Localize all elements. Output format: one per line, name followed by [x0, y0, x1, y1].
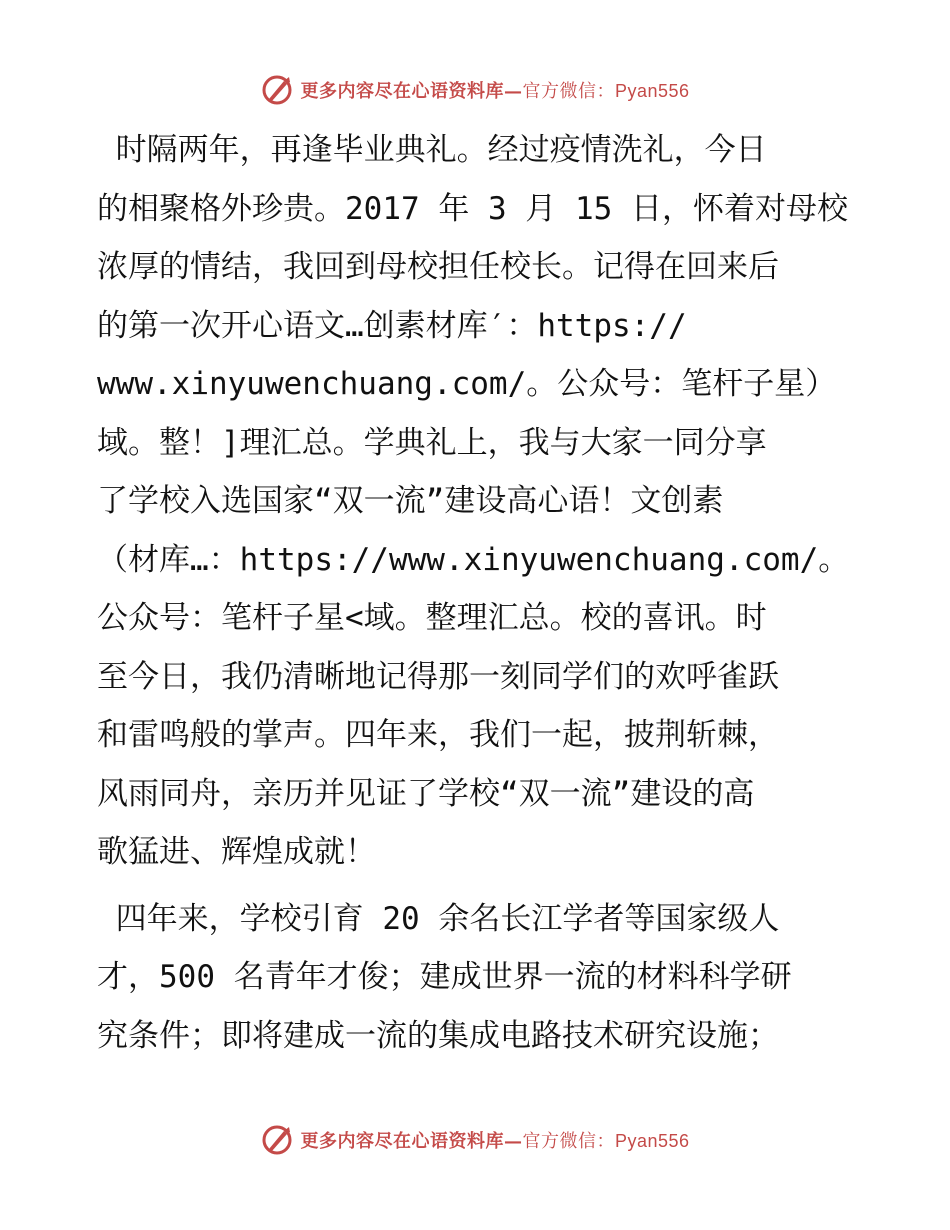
- paragraph-line: 究条件；即将建成一流的集成电路技术研究设施；: [97, 1017, 779, 1054]
- header-banner-dash: —: [503, 81, 523, 102]
- header-banner-text: [300, 77, 689, 103]
- footer-banner-wechat: 官方微信：Pyan556: [522, 1131, 690, 1151]
- paragraph-1: [97, 121, 857, 882]
- paragraph-line: 域。整！]理汇总。学典礼上，我与大家一同分享: [97, 424, 767, 461]
- paragraph-line: 的第一次开心语文…创素材库′：https://: [97, 307, 687, 344]
- quill-logo-icon: [260, 1123, 294, 1157]
- document-body: [97, 121, 857, 1065]
- footer-banner-text: [300, 1127, 689, 1153]
- paragraph-line: www.xinyuwenchuang.com/。公众号：笔杆子星）: [97, 366, 837, 402]
- paragraph-line: 四年来，学校引育 20 余名长江学者等国家级人: [97, 900, 780, 937]
- footer-banner-inner: [260, 1123, 689, 1157]
- paragraph-line: 至今日，我仍清晰地记得那一刻同学们的欢呼雀跃: [97, 658, 779, 695]
- paragraph-line: 风雨同舟，亲历并见证了学校“双一流”建设的高: [97, 775, 755, 812]
- paragraph-line: 的相聚格外珍贵。2017 年 3 月 15 日，怀着对母校: [97, 190, 848, 227]
- header-banner-wechat: 官方微信：Pyan556: [522, 81, 690, 101]
- paragraph-line: 时隔两年，再逢毕业典礼。经过疫情洗礼，今日: [97, 132, 767, 168]
- paragraph-line: 了学校入选国家“双一流”建设高心语！文创素: [97, 483, 724, 519]
- quill-logo-icon: [260, 73, 294, 107]
- header-banner-main: 更多内容尽在心语资料库: [300, 81, 504, 102]
- footer-banner: [0, 1120, 950, 1160]
- header-banner-inner: [260, 73, 689, 107]
- paragraph-line: 浓厚的情结，我回到母校担任校长。记得在回来后: [97, 249, 779, 285]
- paragraph-line: 和雷鸣般的掌声。四年来，我们一起，披荆斩棘，: [97, 717, 779, 753]
- footer-banner-main: 更多内容尽在心语资料库: [300, 1131, 504, 1152]
- paragraph-gap: [97, 882, 857, 890]
- paragraph-line: （材库…：https://www.xinyuwenchuang.com/。: [97, 541, 850, 578]
- paragraph-line: 歌猛进、辉煌成就！: [97, 834, 376, 870]
- paragraph-2: [97, 890, 857, 1066]
- header-banner: [0, 70, 950, 110]
- footer-banner-dash: —: [503, 1131, 523, 1152]
- paragraph-line: 才，500 名青年才俊；建成世界一流的材料科学研: [97, 959, 792, 995]
- paragraph-line: 公众号：笔杆子星<域。整理汇总。校的喜讯。时: [97, 600, 767, 636]
